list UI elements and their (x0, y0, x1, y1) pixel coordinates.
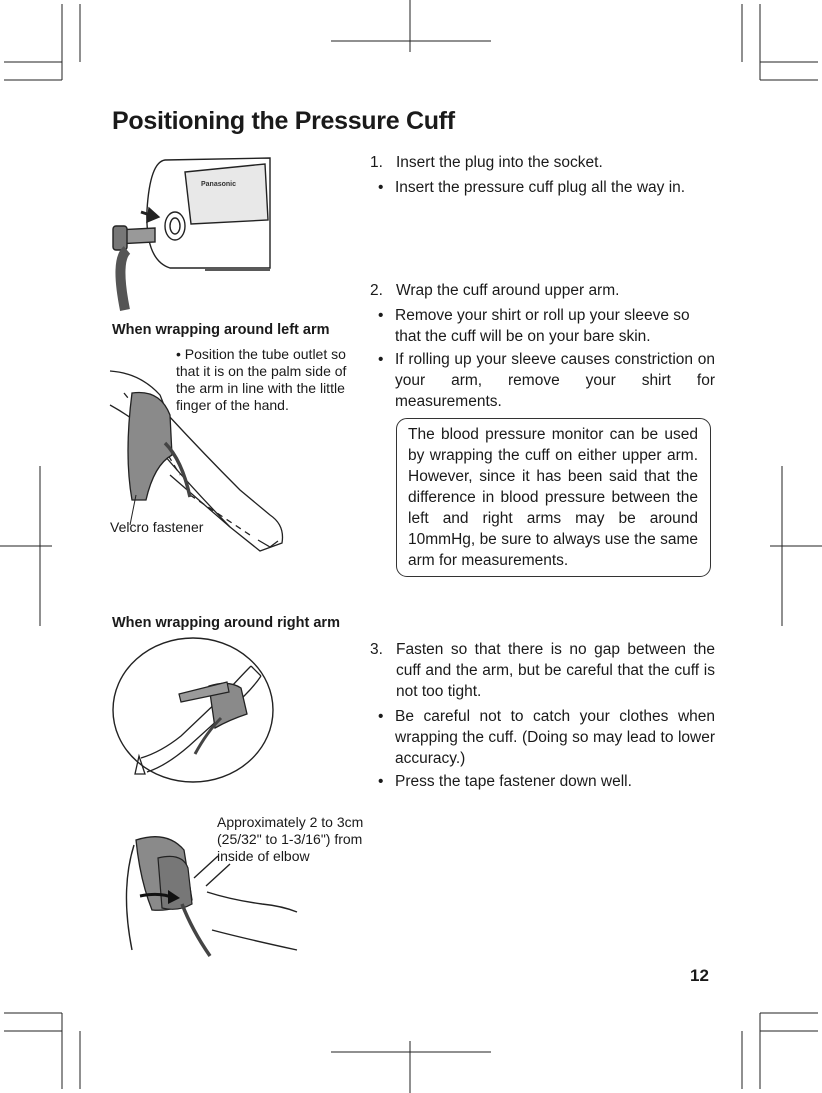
bullet-icon: • (378, 708, 384, 725)
device-plug-illustration (105, 150, 275, 312)
step-2 (370, 280, 715, 412)
left-arm-caption: When wrapping around left arm (112, 322, 330, 338)
step-2-bullet-2: If rolling up your sleeve causes constriction on your arm, remove your shirt for measurements. (395, 351, 715, 410)
page-number: 12 (690, 966, 709, 985)
step-3-heading: Fasten so that there is no gap between the cuff and the arm, but be careful that the cuff is not too tight. (396, 641, 715, 700)
right-arm-caption: When wrapping around right arm (112, 615, 340, 631)
step-3-bullet-2: Press the tape fastener down well. (395, 773, 632, 790)
step-1-bullet-1: Insert the pressure cuff plug all the way in. (395, 179, 686, 196)
device-brand: Panasonic (201, 181, 237, 188)
right-arm-illustration (111, 636, 276, 786)
step-2-bullet-1: Remove your shirt or roll up your sleeve so that the cuff will be on your bare skin. (395, 307, 690, 345)
tube-outlet-note: • Position the tube outlet so that it is on the palm side of the arm in line with the little finger of the hand. (176, 346, 347, 413)
bullet-icon: • (378, 179, 384, 196)
velcro-fastener-label: Velcro fastener (110, 519, 204, 535)
cuff-position-illustration (112, 800, 302, 960)
arm-consistency-note: The blood pressure monitor can be used by wrapping the cuff on either upper arm. However, since it has been said that the difference in blood pressure between the left and right arms may be around 10mmHg, be sure to always use the same arm for measurements. (396, 418, 711, 577)
elbow-distance-note: Approximately 2 to 3cm (25/32" to 1-3/16") from inside of elbow (217, 814, 364, 864)
bullet-icon: • (378, 773, 384, 790)
bullet-icon: • (378, 351, 384, 368)
step-1-number: 1. (370, 154, 383, 171)
step-1-heading: Insert the plug into the socket. (396, 154, 603, 171)
bullet-icon: • (378, 307, 384, 324)
step-2-heading: Wrap the cuff around upper arm. (396, 282, 620, 299)
step-3-number: 3. (370, 641, 383, 658)
step-2-number: 2. (370, 282, 383, 299)
step-3 (370, 639, 715, 792)
page-title: Positioning the Pressure Cuff (112, 107, 455, 135)
step-1 (370, 152, 715, 198)
step-3-bullet-1: Be careful not to catch your clothes when wrapping the cuff. (Doing so may lead to lower accuracy.) (395, 708, 715, 767)
